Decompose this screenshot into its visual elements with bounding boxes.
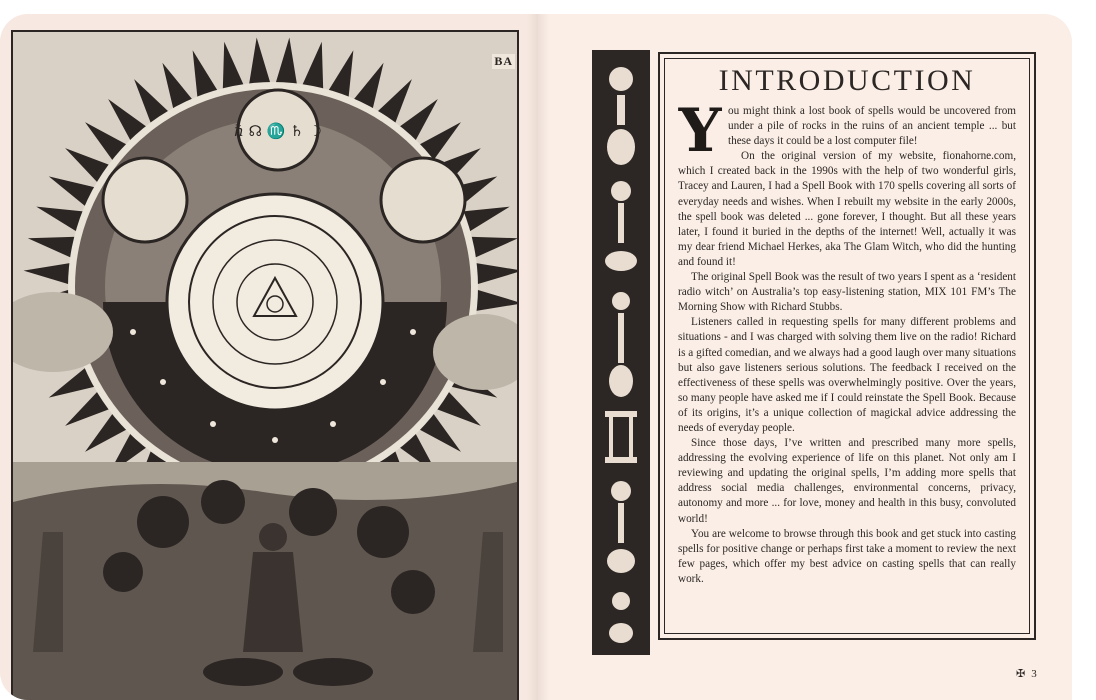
engraving-illustration xyxy=(11,30,519,700)
book-spread xyxy=(0,14,1072,700)
paragraph-2: On the original version of my website, fionahorne.com, which I created back in the 1990s with the help of two wonderful girls, Tracey and Lauren, I had a Spell Book with 170 spells covering all sorts of everyday needs and wishes. When I rebuilt my website in the early 2000s, the spell book was deleted ... gone forever, I thought. But all these years later, I found it buried in the depths of the internet! Well, actually it was my dear friend Michael Herkes, aka The Glam Witch, who did the hunting and found it! xyxy=(678,150,1016,268)
ornamental-border-strip xyxy=(592,50,650,655)
right-page xyxy=(538,14,1072,700)
text-frame xyxy=(658,52,1036,640)
engraving-art xyxy=(13,32,517,700)
drop-cap: Y xyxy=(678,96,722,166)
paragraph-5: Since those days, I’ve written and prescribed many more spells, addressing the evolving experience of life on this planet. Not only am I reviewing and updating the original spells, I’m adding more spells that address social media challenges, environmental concerns, privacy, autonomy and more ... for love, money and health in this busy, convoluted world! xyxy=(678,437,1016,525)
page-number: 3 xyxy=(1031,668,1037,680)
cross-ornament-icon: ✠ xyxy=(1016,668,1026,680)
body-text xyxy=(678,96,1016,587)
corner-label: BA xyxy=(494,54,513,68)
page-title: INTRODUCTION xyxy=(718,64,976,97)
paragraph-4: Listeners called in requesting spells for many different problems and situations - and I was charged with solving them live on the radio! Richard is a gifted comedian, and we always had a good laugh over many situations but also gave listeners serious solutions. The feedback I received on the effectiveness of these spells was overwhelmingly positive. Over the years, so many people have asked me if I could reinstate the Spell Book. Because of its origins, it’s a unique collection of magickal advice addressing the needs of everyday people. xyxy=(678,316,1016,434)
folio xyxy=(1016,667,1037,680)
paragraph-6: You are welcome to browse through this book and get stuck into casting spells for positive change or perhaps first take a moment to review the next few pages, which offer my best advice on casting spells that can really work. xyxy=(678,527,1016,585)
paragraph-1: You might think a lost book of spells would be uncovered from under a pile of rocks in the ruins of an ancient temple ... but these days it could be a lost computer file! xyxy=(678,96,1016,166)
left-page xyxy=(0,14,538,700)
medallion-inscription: ℏ ☊ ♏ ♄ ☽ xyxy=(234,122,322,140)
paragraph-3: The original Spell Book was the result of two years I spent as a ‘resident radio witch’ on Australia’s top easy-listening station, MIX 101 FM’s The Morning Show with Richard Stubbs. xyxy=(678,271,1016,314)
